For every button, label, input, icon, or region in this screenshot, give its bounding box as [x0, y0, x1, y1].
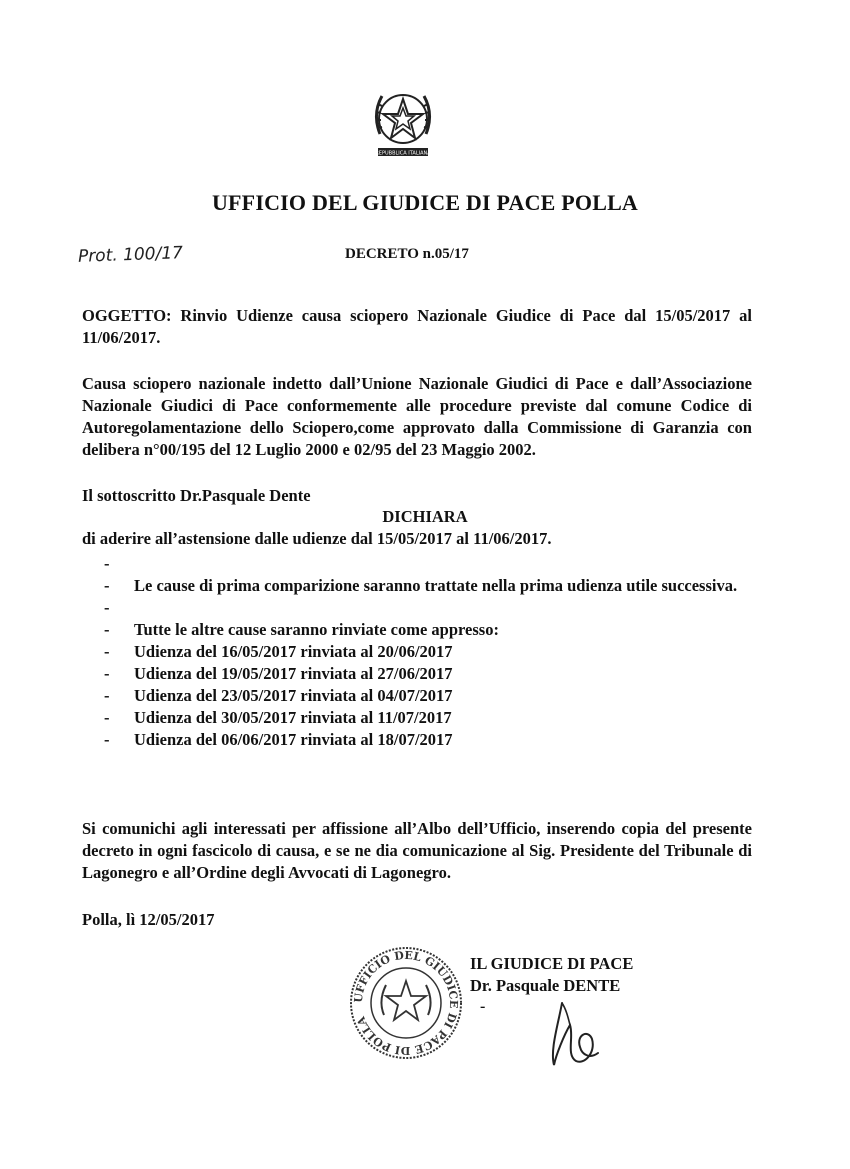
- list-item: - Udienza del 06/06/2017 rinviata al 18/07/2017: [104, 729, 764, 751]
- office-title: UFFICIO DEL GIUDICE DI PACE POLLA: [211, 190, 639, 215]
- undersigned-line: Il sottoscritto Dr.Pasquale Dente: [82, 486, 311, 505]
- hearings-list: [104, 553, 764, 751]
- place-date: Polla, lì 12/05/2017: [82, 910, 215, 929]
- closing-paragraph: Si comunichi agli interessati per affissione all’Albo dell’Ufficio, inserendo copia del presente decreto in ogni fascicolo di causa, e se ne dia comunicazione al Sig. Presidente del Tribunale di Lagonegro e all’Ordine degli Avvocati di Lagonegro.: [82, 819, 752, 882]
- handwritten-signature-icon: [540, 995, 610, 1075]
- list-item: [104, 597, 764, 619]
- judge-title: IL GIUDICE DI PACE: [470, 954, 634, 973]
- signature-dash: -: [480, 998, 486, 1015]
- decree-number: DECRETO n.05/17: [345, 246, 469, 262]
- list-item: - Udienza del 23/05/2017 rinviata al 04/07/2017: [104, 685, 764, 707]
- stamp-text: UFFICIO DEL GIUDICE DI PACE DI POLLA: [351, 948, 461, 1058]
- list-item: - Udienza del 19/05/2017 rinviata al 27/06/2017: [104, 663, 764, 685]
- subject-paragraph: OGGETTO: Rinvio Udienze causa sciopero Nazionale Giudice di Pace dal 15/05/2017 al 11/06/2017.: [82, 306, 752, 347]
- list-item: - Le cause di prima comparizione saranno trattate nella prima udienza utile successiva.: [104, 575, 764, 597]
- svg-text:UFFICIO DEL GIUDICE DI PACE DI: [352, 949, 460, 1057]
- cause-paragraph: Causa sciopero nazionale indetto dall’Unione Nazionale Giudici di Pace e dall’Associazione Nazionale Giudici di Pace conformemente alle procedure previste dal comune Codice di Autoregolamentazione dello Sciopero,come approvato dalla Commissione di Garanzia con delibera n°00/195 del 12 Luglio 2000 e 02/95 del 23 Maggio 2002.: [82, 374, 752, 459]
- list-item: - Tutte le altre cause saranno rinviate come appresso:: [104, 619, 764, 641]
- emblem-ribbon-text: REPUBBLICA ITALIANA: [375, 150, 431, 157]
- adherence-line: di aderire all’astensione dalle udienze dal 15/05/2017 al 11/06/2017.: [82, 529, 552, 548]
- list-item: [104, 553, 764, 575]
- protocol-number: Prot. 100/17: [77, 243, 184, 267]
- list-item: - Udienza del 30/05/2017 rinviata al 11/07/2017: [104, 707, 764, 729]
- judge-signature-block: [470, 953, 633, 997]
- list-item: - Udienza del 16/05/2017 rinviata al 20/06/2017: [104, 641, 764, 663]
- declares-heading: DICHIARA: [382, 507, 468, 526]
- judge-name: Dr. Pasquale DENTE: [470, 976, 621, 995]
- republic-emblem-icon: [368, 84, 438, 166]
- office-stamp-icon: [348, 945, 464, 1061]
